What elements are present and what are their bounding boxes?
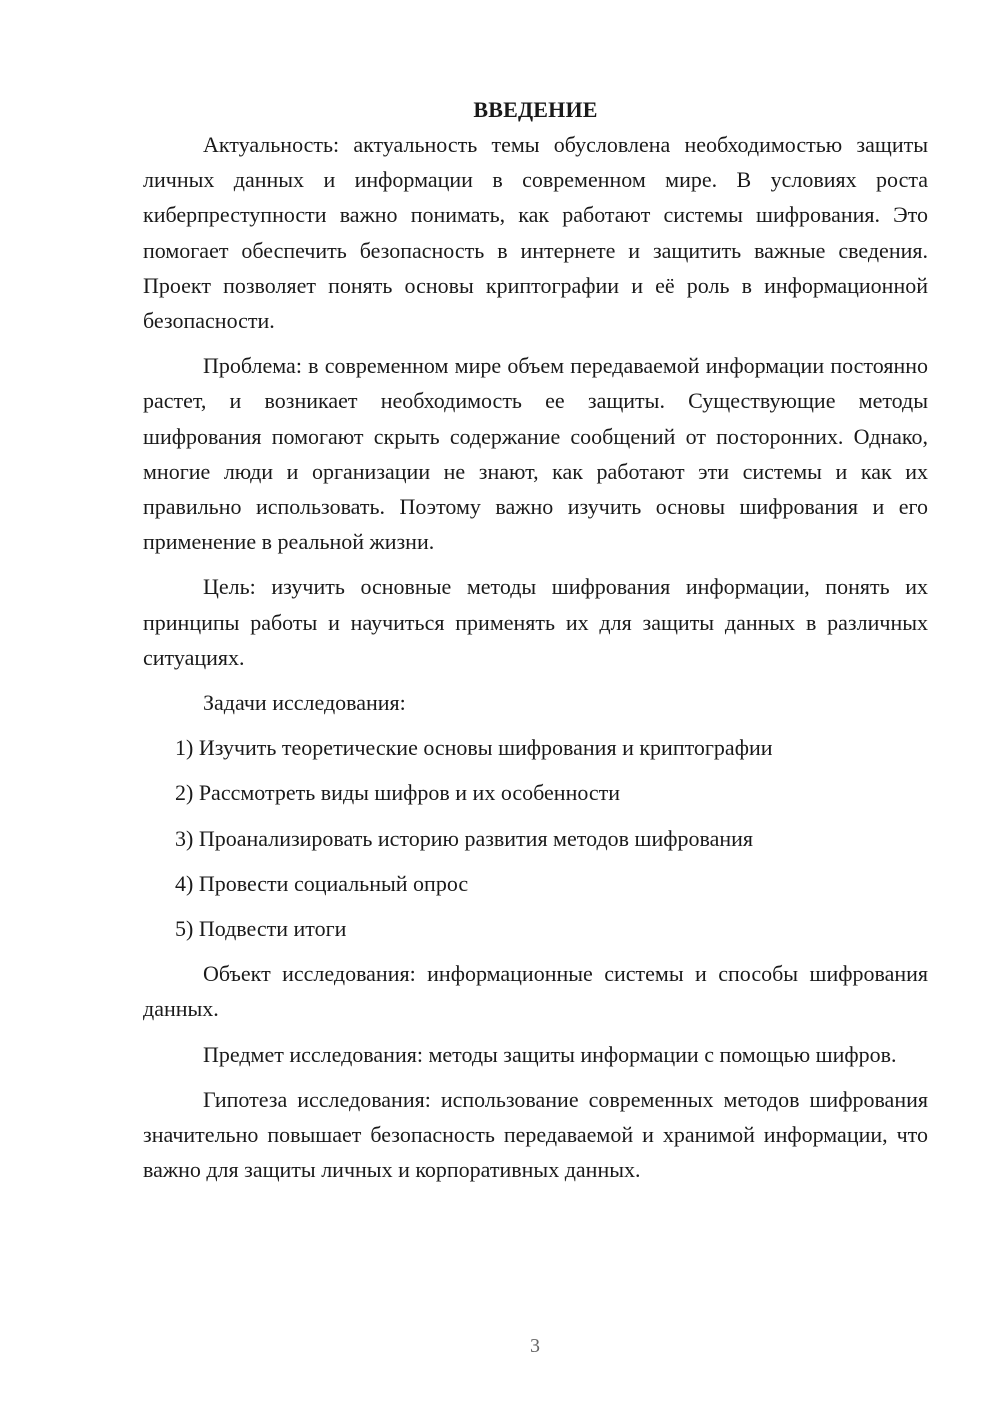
task-item-5: 5) Подвести итоги <box>175 916 347 942</box>
document-page <box>143 94 928 1197</box>
task-item-1: 1) Изучить теоретические основы шифрования и криптографии <box>175 735 773 761</box>
task-item-3: 3) Проанализировать историю развития методов шифрования <box>175 825 754 851</box>
task-item-2: 2) Рассмотреть виды шифров и их особенности <box>175 780 621 806</box>
task-item-4: 4) Провести социальный опрос <box>175 870 469 896</box>
paragraph-goal: Цель: изучить основные методы шифрования информации, понять их принципы работы и научиться применять их для защиты данных в различных ситуациях. <box>143 574 928 670</box>
tasks-heading: Задачи исследования: <box>203 690 406 716</box>
tasks-list <box>143 730 928 946</box>
page-number: 3 <box>530 1335 540 1357</box>
paragraph-object: Объект исследования: информационные системы и способы шифрования данных. <box>143 961 928 1022</box>
paragraph-relevance: Актуальность: актуальность темы обусловлена необходимостью защиты личных данных и информации в современном мире. В условиях роста киберпреступности важно понимать, как работают системы шифрования. Это помогает обеспечить безопасность в интернете и защитить важные сведения. Проект позволяет понять основы криптографии и её роль в информационной безопасности. <box>143 132 928 334</box>
section-title: ВВЕДЕНИЕ <box>473 97 598 122</box>
paragraph-problem: Проблема: в современном мире объем передаваемой информации постоянно растет, и возникает необходимость ее защиты. Существующие методы шифрования помогают скрыть содержание сообщений от посторонних. Однако, многие люди и организации не знают, как работают эти системы и как их правильно использовать. Поэтому важно изучить основы шифрования и его применение в реальной жизни. <box>143 353 928 555</box>
paragraph-subject: Предмет исследования: методы защиты информации с помощью шифров. <box>203 1041 897 1067</box>
paragraph-hypothesis: Гипотеза исследования: использование современных методов шифрования значительно повышает безопасность передаваемой и хранимой информации, что важно для защиты личных и корпоративных данных. <box>143 1086 928 1183</box>
